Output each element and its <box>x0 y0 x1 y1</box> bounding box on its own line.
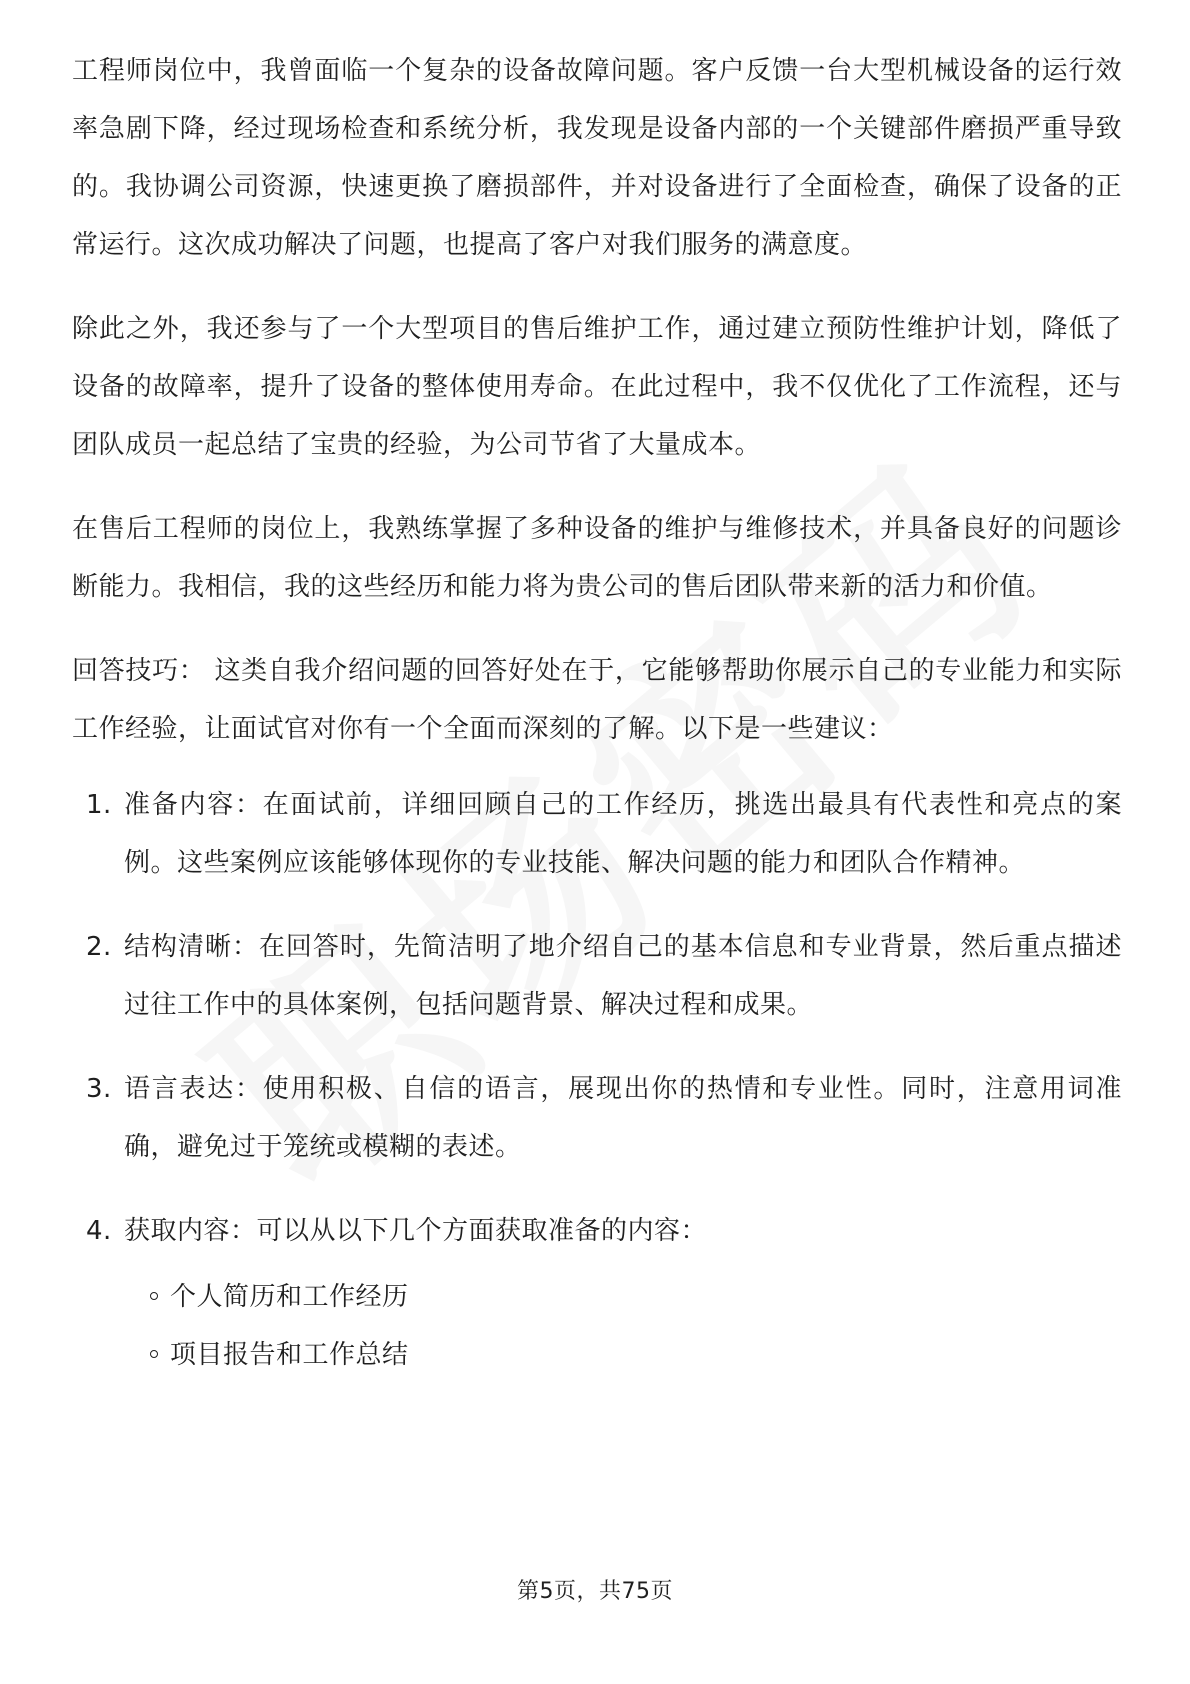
sub-list-item <box>124 1268 1122 1326</box>
paragraph-answer-tips: 回答技巧： 这类自我介绍问题的回答好处在于，它能够帮助你展示自己的专业能力和实际工作经验，让面试官对你有一个全面而深刻的了解。以下是一些建议： <box>72 656 1122 744</box>
tips-list <box>72 776 1122 1384</box>
paragraph-skills-summary: 在售后工程师的岗位上，我熟练掌握了多种设备的维护与维修技术，并具备良好的问题诊断能力。我相信，我的这些经历和能力将为贵公司的售后团队带来新的活力和价值。 <box>72 514 1122 602</box>
list-item-text: 准备内容：在面试前，详细回顾自己的工作经历，挑选出最具有代表性和亮点的案例。这些案例应该能够体现你的专业技能、解决问题的能力和团队合作精神。 <box>124 790 1122 878</box>
list-number: 4. <box>86 1216 112 1246</box>
sub-list <box>124 1268 1122 1384</box>
list-item <box>72 1060 1122 1176</box>
list-item-text: 获取内容：可以从以下几个方面获取准备的内容： <box>124 1216 708 1246</box>
page-content <box>72 42 1122 1410</box>
list-number: 3. <box>86 1074 112 1104</box>
list-item-text: 语言表达：使用积极、自信的语言，展现出你的热情和专业性。同时，注意用词准确，避免过于笼统或模糊的表述。 <box>124 1074 1122 1162</box>
sub-list-item <box>124 1326 1122 1384</box>
circle-bullet-icon <box>150 1292 158 1300</box>
sub-list-item-text: 个人简历和工作经历 <box>170 1282 409 1312</box>
list-item-text: 结构清晰：在回答时，先简洁明了地介绍自己的基本信息和专业背景，然后重点描述过往工作中的具体案例，包括问题背景、解决过程和成果。 <box>124 932 1122 1020</box>
list-number: 1. <box>86 790 112 820</box>
list-item <box>72 776 1122 892</box>
list-item <box>72 1202 1122 1384</box>
page-number-footer: 第5页，共75页 <box>517 1579 673 1604</box>
list-item <box>72 918 1122 1034</box>
sub-list-item-text: 项目报告和工作总结 <box>170 1340 409 1370</box>
paragraph-maintenance-project: 除此之外，我还参与了一个大型项目的售后维护工作，通过建立预防性维护计划，降低了设备的故障率，提升了设备的整体使用寿命。在此过程中，我不仅优化了工作流程，还与团队成员一起总结了宝贵的经验，为公司节省了大量成本。 <box>72 314 1122 460</box>
circle-bullet-icon <box>150 1350 158 1358</box>
list-number: 2. <box>86 932 112 962</box>
paragraph-experience: 工程师岗位中，我曾面临一个复杂的设备故障问题。客户反馈一台大型机械设备的运行效率急剧下降，经过现场检查和系统分析，我发现是设备内部的一个关键部件磨损严重导致的。我协调公司资源，快速更换了磨损部件，并对设备进行了全面检查，确保了设备的正常运行。这次成功解决了问题，也提高了客户对我们服务的满意度。 <box>72 56 1122 260</box>
